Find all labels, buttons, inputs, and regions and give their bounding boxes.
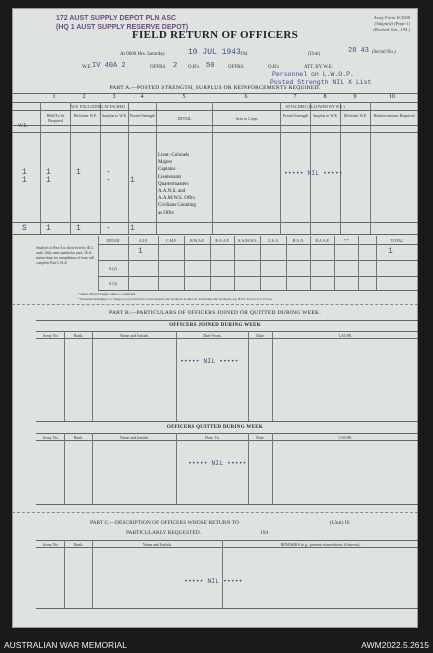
col-rule [376,236,377,290]
row-value-held-2: 1 [22,176,27,185]
part-c-col-remarks: REMARKS (e.g., present whereabouts if known). [280,542,361,547]
joined-col-army-no: Army No. [42,333,59,338]
col-rule [234,236,235,290]
col-rule [128,102,129,234]
footnote-1: * Insert detail if higher ranks to command. [78,292,136,296]
col-rule [158,236,159,290]
col-number-8: 8 [323,94,327,100]
col-number-4: 4 [140,94,144,100]
quitted-col-cause: CAUSE. [338,435,353,440]
col-rule [222,540,223,608]
form-ref-line-2: (Adapted) (Page 1) [374,21,410,26]
col-rule [286,236,287,290]
detail-list [158,152,196,217]
row-value-posted-2: - [106,176,111,185]
analysis-col-aamws: A.A.M.W.S. [237,238,258,243]
detail-aans: A.A.N.S. and [158,189,186,195]
joined-col-from: Date From. [203,333,222,338]
part-c-title-1: PART C.—DESCRIPTION OF OFFICERS WHOSE RETURN TO [90,520,239,526]
analysis-aif-value: 1 [138,247,143,256]
row-value-posted: - [106,168,111,177]
hdr-arm: Arm or Corps [235,116,258,121]
joined-nil: ••••• NIL ••••• [180,358,239,365]
rule [36,540,418,541]
group-we-excluding: W.E. EXCLUDING ATTACHED [71,104,125,109]
joined-col-rank: Rank. [73,333,84,338]
hdr-detail: DETAIL [177,116,192,121]
row-value-surplus: 1 [76,168,81,177]
detail-aamws: A.A.M.W.S. Offrs. [158,196,196,202]
total-posted: 1 [130,224,135,233]
rule [12,110,418,111]
rule [12,234,418,235]
detail-civilians: Civilians Counting [158,203,196,209]
col-number-2: 2 [82,94,86,100]
part-c-year: 194 [260,530,269,536]
hdr-att-deficient: Deficient W.E. [343,113,368,118]
total-deficient: 1 [76,224,81,233]
joined-col-cause: CAUSE. [338,333,353,338]
quitted-col-rank: Rank. [73,435,84,440]
totals-label: S [22,224,27,233]
rule [36,331,418,332]
quitted-col-to: Date. To. [205,435,220,440]
rule [36,320,418,321]
rule [36,338,418,339]
col-rule [212,102,213,234]
col-rule [310,102,311,234]
ors2-label: O.R's [268,65,280,70]
col-rule [156,102,157,234]
rule [12,125,418,126]
col-rule [92,433,93,504]
perforation [12,512,418,513]
detail-quartermasters: Quartermasters [158,181,189,187]
at-label: At 0600 Hrs. Saturday [120,52,165,57]
year-label: 194 [240,52,248,57]
row-value-deficient: 1 [46,168,51,177]
col-rule [272,331,273,421]
col-rule [310,236,311,290]
rule [98,276,418,277]
col-number-9: 9 [353,94,357,100]
rule [98,244,418,245]
col-rule [260,236,261,290]
col-rule [98,236,99,290]
col-rule [92,331,93,421]
rule [36,504,418,505]
col-rule [64,433,65,504]
detail-lieutenants: Lieutenants [158,174,182,180]
quitted-col-army-no: Army No. [42,435,59,440]
total-surplus: - [106,224,111,233]
col-rule [176,331,177,421]
col-rule [248,331,249,421]
analysis-col-cmf: C.M.F. [165,238,178,243]
col-rule [64,540,65,608]
unit-label: (Unit) [308,52,321,57]
part-c-unit-is: (Unit) IS [330,520,350,526]
analysis-col-raaf: R.A.A.F. [215,238,230,243]
we-typed: IV 40A 2 [92,62,126,70]
col-number-10: 10 [389,94,395,100]
detail-lieut-colonels: Lieut.-Colonels [158,153,190,158]
col-number-1: 1 [52,94,56,100]
detail-captains: Captains [158,167,176,173]
rule [36,608,418,609]
joined-title: OFFICERS JOINED DURING WEEK [169,323,261,328]
hdr-reinforcements: Reinforcements Required [373,113,415,118]
offrs-label: OFFRS. [150,65,167,70]
rule [12,132,418,133]
hdr-att-surplus: Surplus to W.E. [312,113,339,118]
form-sheet [12,8,418,628]
col-rule [184,236,185,290]
part-a-title: PART A.—POSTED STRENGTH, SURPLUS OR REINFORCEMENTS REQUIRED. [109,85,321,91]
col-rule [100,102,101,234]
footer-accession: AWM2022.5.2615 [361,640,429,650]
col-rule [70,102,71,234]
rule [98,260,418,261]
col-rule [358,236,359,290]
perforation [12,304,418,305]
analysis-note: Analysis of Part A to show here by ALL units. Only units marked in para. 16 of instructions for compilation of form will complete Part C (S.2) [36,246,95,265]
analysis-col-raaf2: R.A.A.F. [315,238,330,243]
note-typed-1: Personnel on L.W.O.P. [272,71,354,78]
rule [36,433,418,434]
col-rule [272,433,273,504]
part-b-title: PART B.—PARTICULARS OF OFFICERS JOINED OR QUITTED DURING WEEK. [109,310,321,316]
row-value-deficient-2: 1 [46,176,51,185]
note-typed-2: Posted Strength NIL X List [270,79,372,86]
footnote-2: * Personnel belonging to a category not provided for in the analysis will be shown in this Col. Particulars will be shown, e.g. B.S.S. Forces, U.S. Forces. [78,297,273,301]
col-number-6: 6 [244,94,248,100]
total-held: 1 [46,224,51,233]
rule [12,222,418,223]
joined-col-date: Date. [256,333,265,338]
serial-typed: 28 43 [348,47,370,55]
analysis-col-total: TOTAL [390,238,404,243]
hdr-held: Held/To be Required [46,113,65,123]
part-c-title-2: PARTICULARLY REQUESTED. [126,530,202,536]
group-attached: ATTACHED (ALLOWED BY W.E.) [285,104,345,109]
form-title: FIELD RETURN OF OFFICERS [131,29,298,41]
quitted-title: OFFICERS QUITTED DURING WEEK [166,425,264,430]
offrs2-label: OFFRS. [228,65,245,70]
offrs-typed: 2 [173,62,178,70]
col-number-5: 5 [182,94,186,100]
joined-col-name: Name and Initials. [119,333,150,338]
col-rule [92,540,93,608]
part-c-nil: ••••• NIL ••••• [184,578,243,585]
quitted-nil: ••••• NIL ••••• [188,460,247,467]
analysis-col-other: * * [344,238,349,243]
stamp-line-2: (HQ 1 AUST SUPPLY RESERVE DEPOT) [56,24,189,31]
we-label: W.E. [82,65,92,70]
col-rule [210,236,211,290]
analysis-col-aif: A.I.F. [138,238,149,243]
archive-footer [0,638,433,653]
detail-majors: Majors [158,160,173,166]
row-value-total: 1 [130,176,135,185]
part-c-col-rank: Rank. [73,542,84,547]
att-label: ATT. BY W.E. [304,65,334,70]
col-number-7: 7 [293,94,297,100]
col-rule [280,102,281,234]
footer-institution: AUSTRALIAN WAR MEMORIAL [4,640,127,650]
analysis-col-rwaf: R.W.A.F. [190,238,205,243]
rule [36,547,418,548]
quitted-col-name: Name and Initials. [119,435,150,440]
analysis-col-usa: U.S.A. [267,238,279,243]
hdr-deficient: Deficient W.E. [73,113,98,118]
hdr-surplus: Surplus to W.E. [101,113,128,118]
col-rule [334,236,335,290]
rule [98,290,418,291]
we-side-label: W.E. [18,124,28,129]
part-c-col-name: Name and Initials. [142,542,173,547]
col-rule [370,102,371,234]
date-typed: 10 JUL 1943 [188,48,241,57]
form-ref-line-1: Army Form W.3008 [373,15,410,20]
col-number-3: 3 [112,94,116,100]
analysis-col-ran: R.A.N. [292,238,305,243]
analysis-row-s3: S.(3) [109,281,117,286]
row-value-held: 1 [22,168,27,177]
rule [36,421,418,422]
rule [12,102,418,103]
ors-label: O.R's [188,65,200,70]
serial-label: (Serial No.) [372,50,396,55]
analysis-total-value: 1 [388,247,393,256]
analysis-detail-label: DETAIL [106,238,121,243]
col-rule [176,433,177,504]
rule [36,440,418,441]
form-ref-line-3: (Revised Jan., 194 ) [373,27,410,32]
col-rule [128,236,129,290]
stamp-line-1: 172 AUST SUPPLY DEPOT PLN ASC [56,15,177,22]
part-a-nil: ••••• NIL ••••• [284,170,343,177]
analysis-row-s2: S.(2) [109,266,117,271]
quitted-col-date: Date. [256,435,265,440]
part-c-col-army-no: Army No. [42,542,59,547]
hdr-att-posted: Posted Strength [282,113,309,118]
ors-typed: 50 [206,62,215,70]
hdr-posted: Posted Strength [129,113,156,118]
col-rule [64,331,65,421]
col-rule [248,433,249,504]
detail-as-offrs: as Offrs [158,210,174,216]
col-rule [340,102,341,234]
